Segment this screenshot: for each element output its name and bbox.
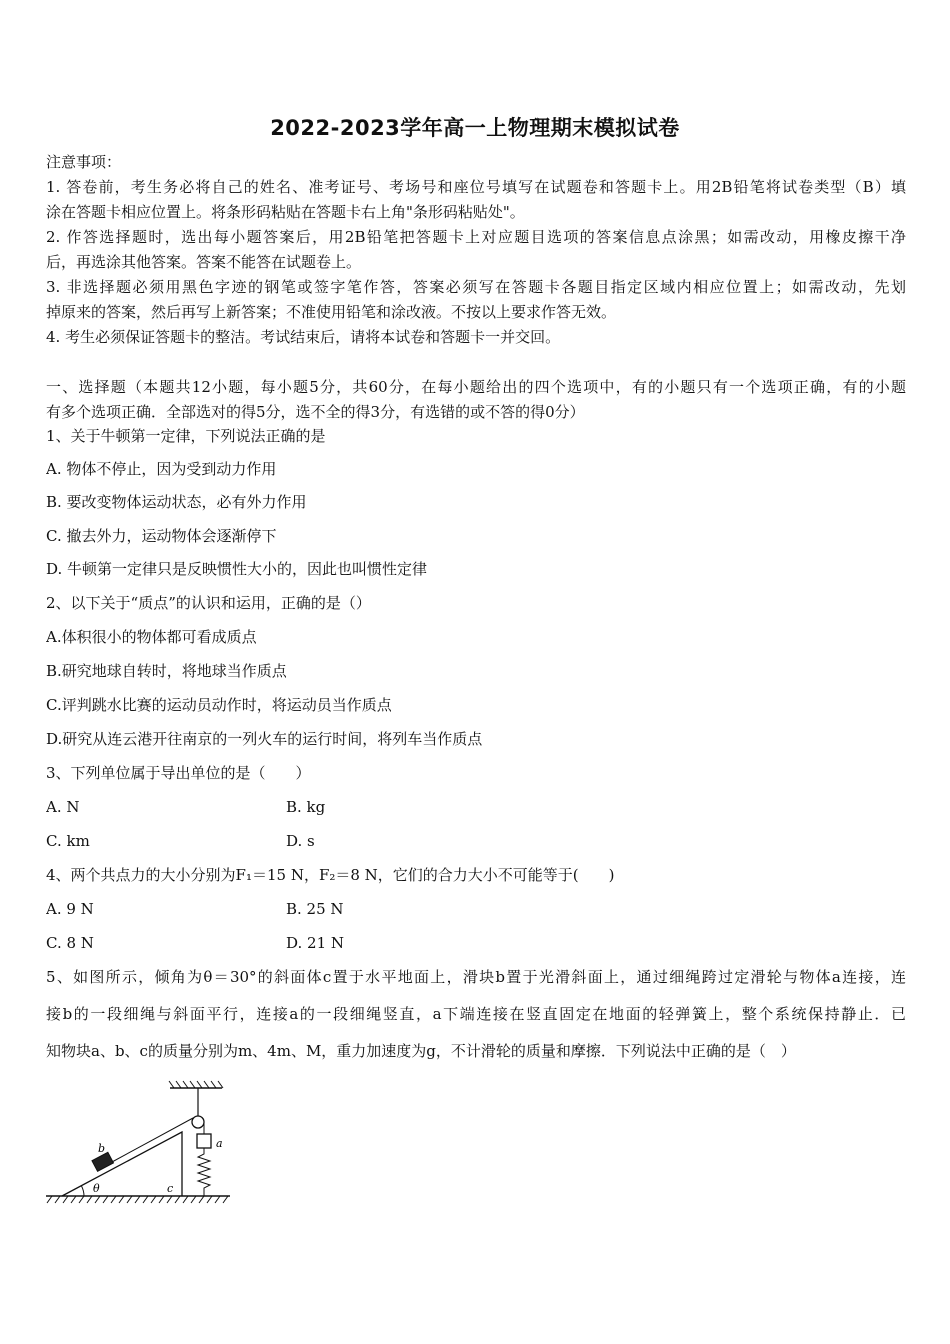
label-theta: θ	[93, 1182, 100, 1195]
notice-heading: 注意事项：	[46, 153, 122, 171]
q3-option-d: D. s	[286, 832, 315, 850]
q2-stem: 2、以下关于“质点”的认识和运用，正确的是（）	[46, 594, 371, 612]
q2-option-b: B.研究地球自转时，将地球当作质点	[46, 662, 287, 680]
notice-line-5: 3. 非选择题必须用黑色字迹的钢笔或签字笔作答，答案必须写在答题卡各题目指定区域内相应位置上；如需改动，先划	[46, 278, 906, 296]
q3-row-1	[46, 797, 906, 817]
q1-stem: 1、关于牛顿第一定律，下列说法正确的是	[46, 427, 326, 445]
q4-option-c: C. 8 N	[46, 934, 94, 952]
section-header-line-2: 有多个选项正确．全部选对的得5分，选不全的得3分，有选错的或不答的得0分）	[46, 403, 585, 421]
label-a: a	[216, 1137, 223, 1150]
notice-line-6: 掉原来的答案，然后再写上新答案；不准使用铅笔和涂改液。不按以上要求作答无效。	[46, 303, 617, 321]
incline-pulley-diagram	[40, 1078, 240, 1208]
q1-option-b: B. 要改变物体运动状态，必有外力作用	[46, 493, 307, 511]
q2-option-c: C.评判跳水比赛的运动员动作时，将运动员当作质点	[46, 696, 392, 714]
q2-option-d: D.研究从连云港开往南京的一列火车的运行时间，将列车当作质点	[46, 730, 483, 748]
q1-option-a: A. 物体不停止，因为受到动力作用	[46, 460, 277, 478]
q1-option-c: C. 撤去外力，运动物体会逐渐停下	[46, 527, 277, 545]
q3-stem: 3、下列单位属于导出单位的是（ ）	[46, 764, 311, 782]
notice-line-3: 2. 作答选择题时，选出每小题答案后，用2B铅笔把答题卡上对应题目选项的答案信息点涂黑；如需改动，用橡皮擦干净	[46, 228, 906, 246]
notice-line-4: 后，再选涂其他答案。答案不能答在试题卷上。	[46, 253, 362, 271]
notice-line-1: 1. 答卷前，考生务必将自己的姓名、准考证号、考场号和座位号填写在试题卷和答题卡上。用2B铅笔将试卷类型（B）填	[46, 178, 906, 196]
q3-option-c: C. km	[46, 832, 90, 850]
q3-row-2	[46, 831, 906, 851]
q2-option-a: A.体积很小的物体都可看成质点	[46, 628, 257, 646]
q4-option-b: B. 25 N	[286, 900, 344, 918]
q3-option-b: B. kg	[286, 798, 326, 816]
q5-stem-line-3: 知物块a、b、c的质量分别为m、4m、M，重力加速度为g，不计滑轮的质量和摩擦．下列说法中正确的是（ ）	[46, 1042, 796, 1060]
q4-row-2	[46, 933, 906, 953]
q4-row-1	[46, 899, 906, 919]
label-b: b	[98, 1142, 106, 1155]
page-title: 2022-2023学年高一上物理期末模拟试卷	[270, 116, 680, 140]
q5-stem-line-2: 接b的一段细绳与斜面平行，连接a的一段细绳竖直，a下端连接在竖直固定在地面的轻弹簧上，整个系统保持静止．已	[46, 1005, 906, 1023]
q4-option-d: D. 21 N	[286, 934, 345, 952]
label-c: c	[167, 1182, 174, 1195]
q5-stem-line-1: 5、如图所示，倾角为θ＝30°的斜面体c置于水平地面上，滑块b置于光滑斜面上，通过细绳跨过定滑轮与物体a连接，连	[46, 968, 906, 986]
notice-line-2: 涂在答题卡相应位置上。将条形码粘贴在答题卡右上角"条形码粘贴处"。	[46, 203, 525, 221]
section-header-line-1: 一、选择题（本题共12小题，每小题5分，共60分，在每小题给出的四个选项中，有的小题只有一个选项正确，有的小题	[46, 378, 906, 396]
q3-option-a: A. N	[46, 798, 80, 816]
q4-stem: 4、两个共点力的大小分别为F₁＝15 N，F₂＝8 N，它们的合力大小不可能等于( )	[46, 866, 615, 884]
q1-option-d: D. 牛顿第一定律只是反映惯性大小的，因此也叫惯性定律	[46, 560, 428, 578]
q4-option-a: A. 9 N	[46, 900, 94, 918]
notice-line-7: 4. 考生必须保证答题卡的整洁。考试结束后，请将本试卷和答题卡一并交回。	[46, 328, 561, 346]
